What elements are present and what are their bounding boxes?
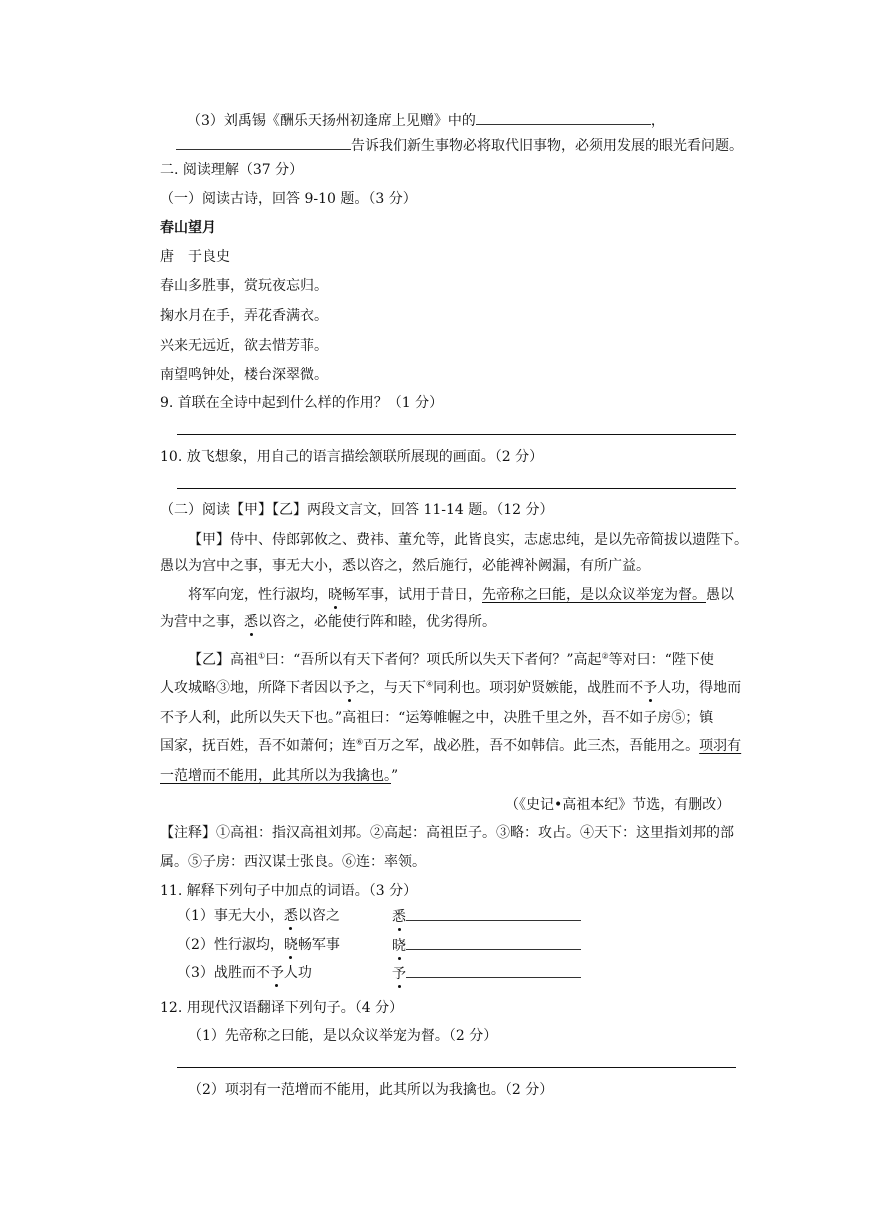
q12-answer-line-1[interactable] <box>177 1067 736 1068</box>
q11-blank-1[interactable] <box>406 906 581 921</box>
yi-line-3: 不予人利，此所以失天下也。”高祖曰：“运筹帷幄之中，决胜千里之外，吾不如子房⑤；镇 <box>160 710 714 726</box>
q3-blank-1[interactable] <box>476 110 651 125</box>
yi-underlined-start: 项羽有 <box>699 738 742 754</box>
poem-line-2: 掬水月在手，弄花香满衣。 <box>160 308 328 324</box>
q12-stem: 12. 用现代汉语翻译下列句子。（4 分） <box>160 1000 404 1016</box>
yi-source: （《史记•高祖本纪》节选，有删改） <box>505 797 731 813</box>
q10-answer-line[interactable] <box>177 488 736 489</box>
q11-item-3: （3）战胜而不予人功 <box>177 965 312 981</box>
yi-line-1: 【乙】高祖①曰：“吾所以有天下者何？项氏所以失天下者何？”高起②等对曰：“陛下使 <box>188 651 714 668</box>
q11-answer-1: 悉 <box>392 906 581 927</box>
dotted-char-xi: 悉 <box>244 614 258 630</box>
poem-title: 春山望月 <box>160 220 216 236</box>
note-ref-2: ② <box>601 651 609 661</box>
yi-line-5: 一范增而不能用，此其所以为我擒也。” <box>160 768 399 784</box>
q9-answer-line[interactable] <box>177 434 736 435</box>
q3-suffix: 告诉我们新生事物必将取代旧事物，必须用发展的眼光看问题。 <box>351 138 743 154</box>
notes-line-2: 属。⑤子房：西汉谋士张良。⑥连：率领。 <box>160 854 426 870</box>
q11-item-2: （2）性行淑均，晓畅军事 <box>177 937 340 953</box>
q11-answer-2: 晓 <box>392 935 581 956</box>
q3-prefix: （3）刘禹锡《酬乐天扬州初逢席上见赠》中的 <box>187 113 476 129</box>
q11-stem: 11. 解释下列句子中加点的词语。（3 分） <box>160 883 418 899</box>
jia-underlined-sentence: 先帝称之曰能，是以众议举宠为督。 <box>482 587 706 603</box>
q11-blank-2[interactable] <box>406 935 581 950</box>
part2-heading: （二）阅读【甲】【乙】两段文言文，回答 11-14 题。（12 分） <box>160 502 554 518</box>
dotted-char-yu-2: 予 <box>643 680 658 696</box>
notes-line-1: 【注释】①高祖：指汉高祖刘邦。②高起：高祖臣子。③略：攻占。④天下：这里指刘邦的部 <box>160 825 734 841</box>
dotted-char-yu-1: 予 <box>342 680 356 696</box>
yi-line-4: 国家，抚百姓，吾不如萧何；连⑥百万之军，战必胜，吾不如韩信。此三杰，吾能用之。项羽有 <box>160 737 742 754</box>
section2-title: 二. 阅读理解（37 分） <box>160 162 304 178</box>
jia-line-3: 将军向宠，性行淑均，晓畅军事，试用于昔日，先帝称之曰能，是以众议举宠为督。愚以 <box>188 587 734 603</box>
dotted-char-xiao: 晓 <box>328 587 342 603</box>
q10-stem: 10. 放飞想象，用自己的语言描绘颔联所展现的画面。（2 分） <box>160 449 544 465</box>
q3-comma: ， <box>650 113 665 129</box>
poem-line-3: 兴来无远近，欲去惜芳菲。 <box>160 338 328 354</box>
jia-line-1: 【甲】侍中、侍郎郭攸之、费祎、董允等，此皆良实，志虑忠纯，是以先帝简拔以遗陛下。 <box>188 532 748 548</box>
note-ref-6: ⑥ <box>356 737 364 747</box>
note-ref-4: ④ <box>426 679 434 689</box>
poem-line-4: 南望鸣钟处，楼台深翠微。 <box>160 367 328 383</box>
jia-line-4: 为营中之事，悉以咨之，必能使行阵和睦，优劣得所。 <box>160 614 496 630</box>
q3-line-2 <box>176 135 743 156</box>
q11-item-1: （1）事无大小，悉以咨之 <box>177 908 340 924</box>
poem-line-1: 春山多胜事，赏玩夜忘归。 <box>160 278 328 294</box>
yi-underlined-sentence: 一范增而不能用，此其所以为我擒也。 <box>160 768 391 784</box>
jia-line-2: 愚以为宫中之事，事无大小，悉以咨之，然后施行，必能裨补阙漏，有所广益。 <box>160 558 650 574</box>
q3-line-1 <box>187 110 665 131</box>
part1-heading: （一）阅读古诗，回答 9-10 题。（3 分） <box>160 191 417 207</box>
q12-sentence-1: （1）先帝称之曰能，是以众议举宠为督。（2 分） <box>188 1028 498 1044</box>
q11-blank-3[interactable] <box>406 963 581 978</box>
yi-line-2: 人攻城略③地，所降下者因以予之，与天下④同利也。项羽妒贤嫉能，战胜而不予人功，得地而 <box>160 679 742 696</box>
note-ref-1: ① <box>258 651 266 661</box>
poem-author: 唐 于良史 <box>160 249 230 265</box>
q12-sentence-2: （2）项羽有一范增而不能用，此其所以为我擒也。（2 分） <box>188 1082 554 1098</box>
q3-blank-2[interactable] <box>176 135 351 150</box>
q9-stem: 9. 首联在全诗中起到什么样的作用？（1 分） <box>160 395 444 411</box>
q11-answer-3: 予 <box>392 963 581 984</box>
